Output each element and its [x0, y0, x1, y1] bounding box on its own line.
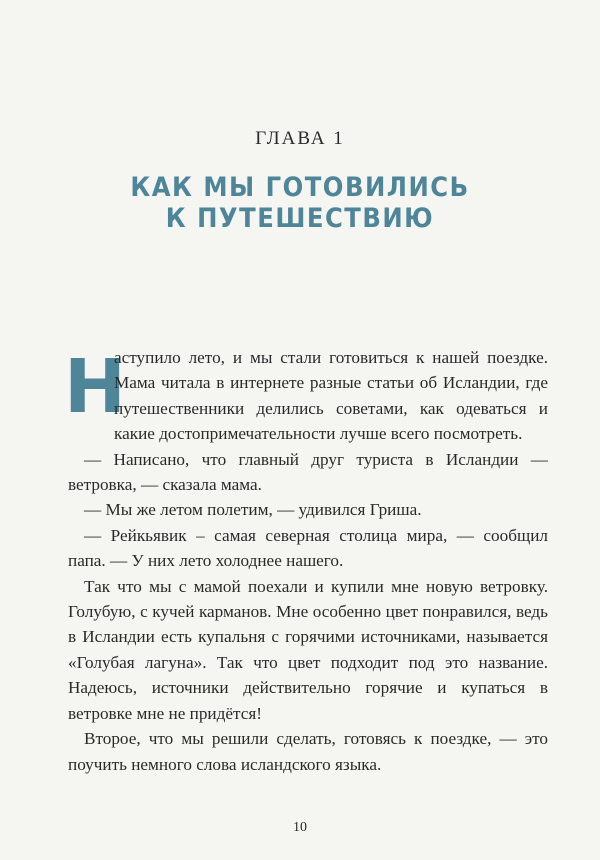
paragraph-3: — Мы же летом полетим, — удивился Гриша.: [84, 500, 422, 520]
drop-cap: Н: [64, 344, 126, 430]
paragraph-2: — Написано, что главный друг туриста в Исландии — ветровка, — сказала мама.: [68, 449, 548, 495]
chapter-title-line-2: К ПУТЕШЕСТВИЮ: [165, 203, 435, 234]
chapter-title-line-1: КАК МЫ ГОТОВИЛИСЬ: [130, 172, 470, 203]
page-number: 10: [293, 820, 307, 835]
chapter-body: [64, 344, 548, 777]
chapter-label: ГЛАВА 1: [255, 128, 345, 149]
paragraph-1-text: аступило лето, и мы стали готовиться к нашей поездке. Мама читала в интернете разные статьи об Исландии, где путешественники делились советами, как одеваться и какие достопримечательности лучше всего посмотреть.: [114, 348, 548, 444]
paragraph-5: Так что мы с мамой поехали и купили мне новую ветровку. Голубую, с кучей карманов. Мне особенно цвет понравился, ведь в Исландии есть купальня с горячими источниками, называется «Голубая лагуна». Так что цвет подходит под это название. Надеюсь, источники действительно горячие и купаться в ветровке мне не придётся!: [68, 576, 548, 723]
paragraph-1: [64, 344, 548, 447]
paragraph-6: Второе, что мы решили сделать, готовясь к поездке, — это поучить немного слова исландского языка.: [68, 729, 548, 774]
paragraph-4: — Рейкьявик – самая северная столица мира, — сообщил папа. — У них лето холоднее нашего.: [68, 525, 548, 571]
chapter-title: [0, 172, 600, 234]
